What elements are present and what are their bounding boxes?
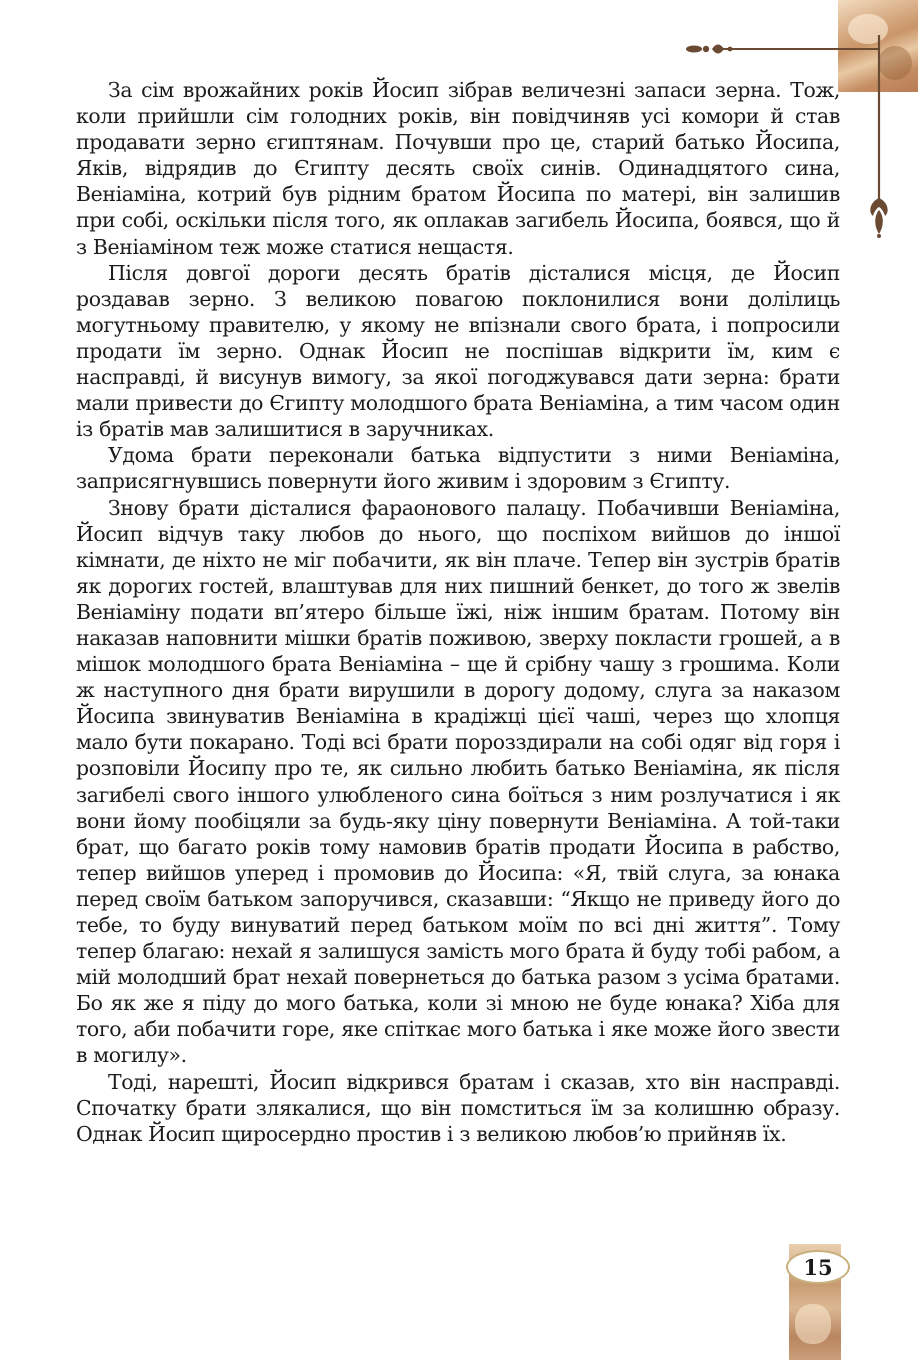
page-number: 15 xyxy=(786,1250,850,1284)
paragraph: Удома брати переконали батька відпустити з ними Веніаміна, заприсягнувшись повернути його живим і здоровим з Єгипту. xyxy=(76,443,840,494)
paragraph: За сім врожайних років Йосип зібрав величезні запаси зерна. Тож, коли прийшли сім голодних років, він повідчиняв усі комори й став продавати зерно єгиптянам. Почувши про це, старий батько Йосипа, Яків, відрядив до Єгипту десять своїх синів. Одинадцятого сина, Веніаміна, котрий був рідним братом Йосипа по матері, він залишив при собі, оскільки після того, як оплакав загибель Йосипа, боявся, що й з Веніаміном теж може статися нещастя. xyxy=(76,78,840,259)
paragraph: Після довгої дороги десять братів дісталися місця, де Йосип роздавав зерно. З великою повагою поклонилися вони долілиць могутньому правителю, у якому не впізнали свого брата, і попросили продати їм зерно. Однак Йосип не поспішав відкрити їм, ким є насправді, й висунув вимогу, за якої погоджувався дати зерна: брати мали привести до Єгипту молодшого брата Веніаміна, а тим часом один із братів мав залишитися в заручниках. xyxy=(76,260,840,442)
paragraph: Тоді, нарешті, Йосип відкрився братам і сказав, хто він насправді. Спочатку брати злякалися, що він помститься їм за колишню образу. Однак Йосип щиросердно простив і з великою любов’ю прийняв їх. xyxy=(76,1069,840,1146)
paragraph: Знову брати дісталися фараонового палацу. Побачивши Веніаміна, Йосип відчув таку любов до нього, що поспіхом вийшов до іншої кімнати, де ніхто не міг побачити, як він плаче. Тепер він зустрів братів як дорогих гостей, влаштував для них пишний бенкет, до того ж звелів Веніаміну подати вп’ятеро більше їжі, ніж іншим братам. Потому він наказав наповнити мішки братів поживою, зверху покласти грошей, а в мішок молодшого брата Веніаміна – ще й срібну чашу з грошима. Коли ж наступного дня брати вирушили в дорогу додому, слуга за наказом Йосипа звинуватив Веніаміна в крадіжці цієї чаші, через що хлопця мало бути покарано. Тоді всі брати порозздирали на собі одяг від горя і розповіли Йосипу про те, як сильно любить батько Веніаміна, як після загибелі свого іншого улюбленого сина боїться з ним розлучатися і як вони йому пообіцяли за будь-яку ціну повернути Веніаміна. А той-таки брат, що багато років тому намовив братів продати Йосипа в рабство, тепер вийшов уперед і промовив до Йосипа: «Я, твій слуга, за юнака перед своїм батьком запоручився, сказавши: “Якщо не приведу його до тебе, то буду винуватий перед батьком моїм по всі дні життя”. Тому тепер благаю: нехай я залишуся замість мого брата й буду тобі рабом, а мій молодший брат нехай повернеться до батька разом з усіма братами. Бо як же я піду до мого батька, коли зі мною не буде юнака? Хіба для того, аби побачити горе, яке спіткає мого батька і яке може його звести в могилу». xyxy=(76,495,840,1068)
painting-highlight xyxy=(795,1304,831,1344)
body-text xyxy=(76,77,840,1147)
